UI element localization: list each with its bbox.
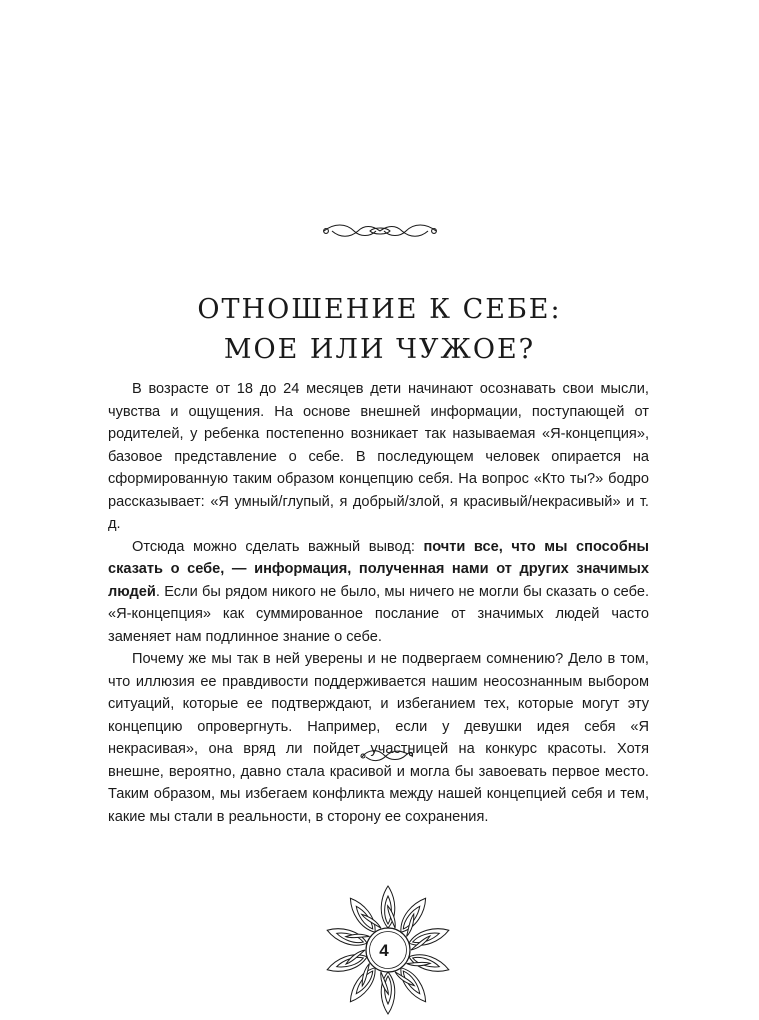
flourish-divider-icon <box>320 220 440 242</box>
page-number: 4 <box>379 941 389 960</box>
title-line-2: МОЕ ИЛИ ЧУЖОЕ? <box>223 334 536 365</box>
small-flourish-icon <box>358 745 416 765</box>
paragraph-2 <box>108 536 649 649</box>
title-line-1: ОТНОШЕНИЕ К СЕБЕ: <box>197 294 562 325</box>
paragraph-2-emphasis: почти все, что мы способны сказать о себе, — информация, полученная нами от других значимых людей <box>108 538 650 600</box>
paragraph-3: Почему же мы так в ней уверены и не подвергаем сомнению? Дело в том, что иллюзия ее правдивости поддерживается нашим неосознанным выбором ситуаций, которые ее подтверждают, и избeганием тех, которые могут эту концепцию опровергнуть. Например, если у девушки идея себя «Я некрасивая», она вряд ли пойдет участницей на конкурс красоты. Хотя внешне, вероятно, давно стала красивой и могла бы завоевать первое место. Таким образом, мы избегаем конфликта между нашей концепцией себя и тем, какие мы стали в реальности, в сторону ее сохранения. <box>108 651 649 825</box>
paragraph-2-start: Отсюда можно сделать важный вывод: <box>132 538 424 555</box>
paragraph-1: В возрасте от 18 до 24 месяцев дети начинают осознавать свои мысли, чувства и ощущения. На основе внешней информации, поступающей от родителей, у ребенка постепенно возникает так называемая «Я-концепция», базовое представление о себе. В последующем человек опирается на сформированную таким образом концепцию себя. На вопрос «Кто ты?» бодро рассказывает: «Я умный/глупый, я добрый/злой, я красивый/некрасивый» и т. д. <box>108 381 649 532</box>
page-title <box>0 290 759 370</box>
paragraph-2-end: . Если бы рядом никого не было, мы ничего не могли бы сказать о себе. «Я-концепция» как суммированное послание от значимых людей часто заменяет нам подлинное знание о себе. <box>108 583 649 645</box>
